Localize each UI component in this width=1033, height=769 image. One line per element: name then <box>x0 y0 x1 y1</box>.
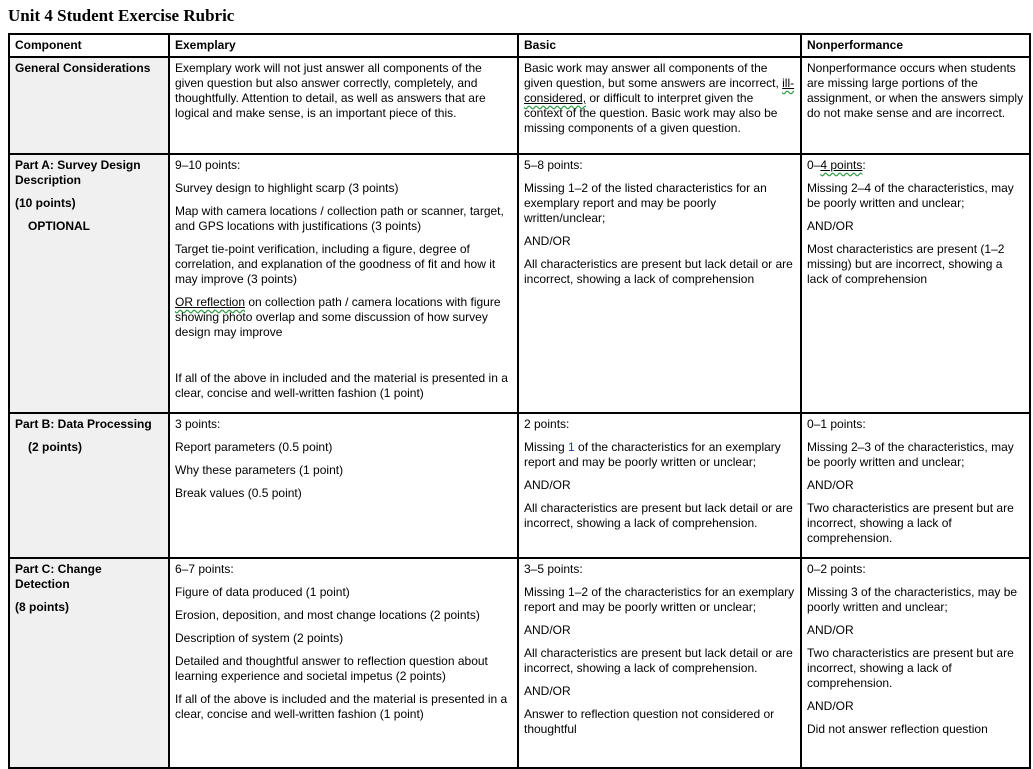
cell-paragraph: 2 points: <box>524 417 570 431</box>
column-header-basic: Basic <box>518 34 801 57</box>
cell-paragraph: Report parameters (0.5 point) <box>175 440 333 454</box>
cell-paragraph: Why these parameters (1 point) <box>175 463 344 477</box>
part-a-survey-design-exemplary-cell <box>169 154 518 413</box>
cell-paragraph: Part C: Change Detection <box>15 562 102 591</box>
general-considerations-basic-cell <box>518 57 801 154</box>
cell-paragraph: Description of system (2 points) <box>175 631 344 645</box>
cell-paragraph: 3–5 points: <box>524 562 583 576</box>
rubric-table-head <box>9 34 1030 57</box>
cell-paragraph: (8 points) <box>15 600 69 614</box>
cell-paragraph: Two characteristics are present but are incorrect, showing a lack of comprehension. <box>807 646 1014 690</box>
part-c-change-detection-component-cell <box>9 558 169 768</box>
general-considerations-exemplary-cell <box>169 57 518 154</box>
cell-paragraph: AND/OR <box>524 684 571 698</box>
part-c-change-detection-exemplary-cell <box>169 558 518 768</box>
cell-paragraph: Survey design to highlight scarp (3 points) <box>175 181 399 195</box>
table-row-part-a-survey-design <box>9 154 1030 413</box>
cell-paragraph: Missing 1 of the characteristics for an exemplary report and may be poorly written or unclear; <box>524 440 781 469</box>
cell-paragraph: Two characteristics are present but are incorrect, showing a lack of comprehension. <box>807 501 1014 545</box>
rubric-table <box>8 33 1031 769</box>
cell-paragraph: Basic work may answer all components of the given question, but some answers are incorrect, ill-considered, or difficult to interpret given the context of the question. Basic work may also be missing components of a given question. <box>524 61 795 135</box>
spellcheck-flagged-text: 4 points <box>820 158 863 172</box>
rubric-table-body <box>9 57 1030 768</box>
cell-paragraph: If all of the above is included and the material is presented in a clear, concise and well-written fashion (1 point) <box>175 692 508 721</box>
cell-paragraph: 0–4 points: <box>807 158 866 172</box>
cell-paragraph: Erosion, deposition, and most change locations (2 points) <box>175 608 480 622</box>
spellcheck-flagged-text: ill-considered, <box>524 76 795 105</box>
cell-paragraph: Target tie-point verification, including a figure, degree of correlation, and explanation of the goodness of fit and how it may improve (3 points) <box>175 242 496 286</box>
table-row-general-considerations <box>9 57 1030 154</box>
rubric-table-head-row <box>9 34 1030 57</box>
cell-paragraph: Missing 1–2 of the listed characteristics for an exemplary report and may be poorly written/unclear; <box>524 181 767 225</box>
cell-paragraph: If all of the above in included and the material is presented in a clear, concise and well-written fashion (1 point) <box>175 371 508 400</box>
part-a-survey-design-component-cell <box>9 154 169 413</box>
cell-paragraph: AND/OR <box>524 234 571 248</box>
cell-paragraph: Part A: Survey Design Description <box>15 158 141 187</box>
cell-paragraph: 6–7 points: <box>175 562 234 576</box>
cell-paragraph: General Considerations <box>15 61 151 75</box>
cell-paragraph: Did not answer reflection question <box>807 722 988 736</box>
cell-paragraph: AND/OR <box>807 219 854 233</box>
cell-paragraph: Missing 3 of the characteristics, may be poorly written and unclear; <box>807 585 1018 614</box>
table-row-part-c-change-detection <box>9 558 1030 768</box>
cell-paragraph: AND/OR <box>807 478 854 492</box>
general-considerations-nonperformance-cell <box>801 57 1030 154</box>
cell-paragraph: 0–1 points: <box>807 417 866 431</box>
cell-paragraph: (2 points) <box>28 440 82 454</box>
cell-paragraph: Most characteristics are present (1–2 missing) but are incorrect, showing a lack of comprehension <box>807 242 1005 286</box>
page-title: Unit 4 Student Exercise Rubric <box>8 6 235 25</box>
table-row-part-b-data-processing <box>9 413 1030 558</box>
cell-paragraph: Missing 2–4 of the characteristics, may be poorly written and unclear; <box>807 181 1014 210</box>
cell-paragraph: 0–2 points: <box>807 562 866 576</box>
cell-paragraph: All characteristics are present but lack detail or are incorrect, showing a lack of comprehension. <box>524 501 793 530</box>
part-c-change-detection-basic-cell <box>518 558 801 768</box>
cell-paragraph: Nonperformance occurs when students are missing large portions of the assignment, or when the answers simply do not make sense and are incorrect. <box>807 61 1024 120</box>
cell-paragraph: 5–8 points: <box>524 158 583 172</box>
part-b-data-processing-nonperformance-cell <box>801 413 1030 558</box>
cell-paragraph: Break values (0.5 point) <box>175 486 302 500</box>
cell-paragraph: 3 points: <box>175 417 221 431</box>
cell-paragraph: Part B: Data Processing <box>15 417 152 431</box>
cell-paragraph: Answer to reflection question not considered or thoughtful <box>524 707 775 736</box>
cell-paragraph: Figure of data produced (1 point) <box>175 585 350 599</box>
cell-paragraph: OR reflection on collection path / camera locations with figure showing photo overlap and some discussion of how survey design may improve <box>175 295 501 339</box>
column-header-exemplary: Exemplary <box>169 34 518 57</box>
spellcheck-flagged-text: OR reflection <box>175 295 246 309</box>
revision-text: 1 <box>568 440 575 454</box>
cell-paragraph: Missing 2–3 of the characteristics, may be poorly written and unclear; <box>807 440 1014 469</box>
cell-paragraph: Detailed and thoughtful answer to reflection question about learning experience and societal impetus (2 points) <box>175 654 488 683</box>
cell-paragraph: OPTIONAL <box>28 219 90 233</box>
cell-paragraph: AND/OR <box>524 623 571 637</box>
cell-paragraph: (10 points) <box>15 196 76 210</box>
cell-paragraph: All characteristics are present but lack detail or are incorrect, showing a lack of comprehension. <box>524 646 793 675</box>
cell-paragraph: Map with camera locations / collection path or scanner, target, and GPS locations with justifications (3 points) <box>175 204 504 233</box>
column-header-nonperformance: Nonperformance <box>801 34 1030 57</box>
cell-paragraph: AND/OR <box>524 478 571 492</box>
part-a-survey-design-nonperformance-cell <box>801 154 1030 413</box>
part-a-survey-design-basic-cell <box>518 154 801 413</box>
cell-paragraph: All characteristics are present but lack detail or are incorrect, showing a lack of comprehension <box>524 257 793 286</box>
cell-paragraph: AND/OR <box>807 623 854 637</box>
column-header-component: Component <box>9 34 169 57</box>
cell-paragraph: Missing 1–2 of the characteristics for an exemplary report and may be poorly written or unclear; <box>524 585 795 614</box>
part-b-data-processing-basic-cell <box>518 413 801 558</box>
cell-paragraph: 9–10 points: <box>175 158 241 172</box>
part-b-data-processing-component-cell <box>9 413 169 558</box>
part-b-data-processing-exemplary-cell <box>169 413 518 558</box>
cell-paragraph <box>175 348 512 363</box>
cell-paragraph: Exemplary work will not just answer all components of the given question but also answer correctly, completely, and thoughtfully. Attention to detail, as well as answers that are logical and make sense, is an important piece of this. <box>175 61 486 120</box>
part-c-change-detection-nonperformance-cell <box>801 558 1030 768</box>
cell-paragraph: AND/OR <box>807 699 854 713</box>
general-considerations-component-cell <box>9 57 169 154</box>
